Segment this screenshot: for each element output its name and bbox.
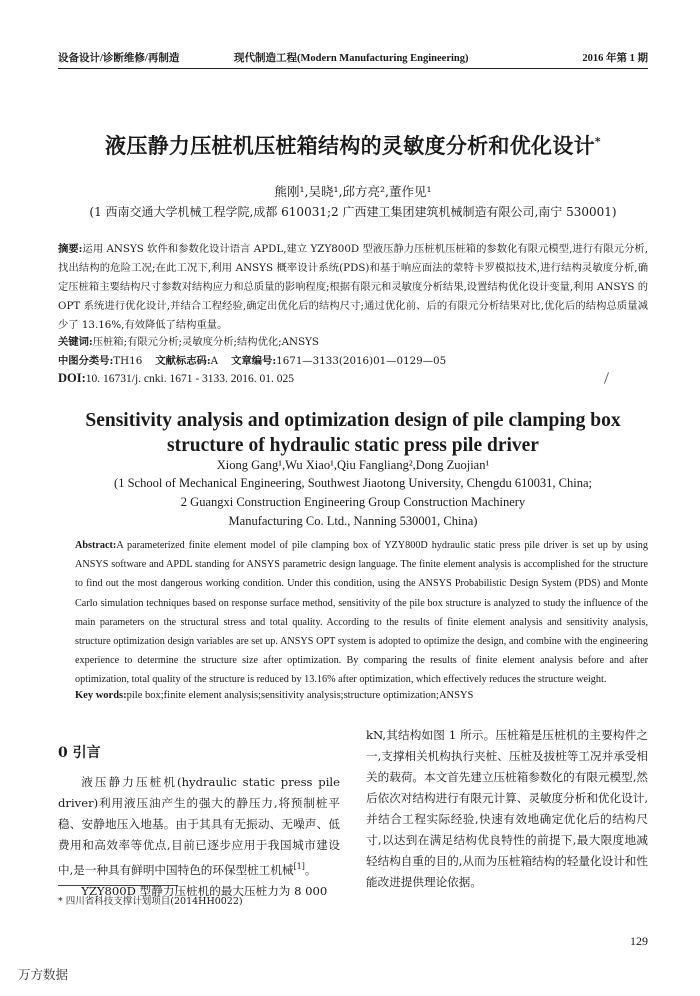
- header-issue: 2016 年第 1 期: [582, 53, 648, 64]
- abstract-cn-label: 摘要:: [58, 243, 83, 255]
- abstract-en-label: Abstract:: [75, 540, 117, 551]
- authors-en: Xiong Gang¹,Wu Xiao¹,Qiu Fangliang²,Dong Zuojian¹: [216, 458, 490, 472]
- text-cursor-mark: [604, 372, 609, 384]
- keywords-en: Key words:pile box;finite element analysis;sensitivity analysis;structure optimization;ANSYS: [75, 690, 474, 701]
- title-footnote-mark: *: [594, 135, 601, 148]
- citation-ref[interactable]: [1]: [293, 862, 305, 871]
- title-cn: 液压静力压桩机压桩箱结构的灵敏度分析和优化设计*: [105, 133, 601, 158]
- footnote-rule: [58, 885, 178, 886]
- abstract-en-text: A parameterized finite element model of pile clamping box of YZY800D hydraulic static press pile driver is set up by using ANSYS software and APDL standing for ANSYS parametric design language. The finite element analysis is accomplished for the structure to find out the most dangerous working condition. Under this condition, using the ANSYS Probabilistic Design System (PDS) and Monte Carlo simulation techniques based on response surface method, sensitivity of the pile box structure is analyzed to study the influence of the main parameters on the structural stress and total quality. According to the results of finite element analysis and sensitivity analysis, structure optimization design variables are set up. ANSYS OPT system is adopted to optimize the design, and combine with the engineering experience to determine the structure size after optimization. By comparing the results of finite element analysis before and after optimization, total quality of the structure is reduced by 13.16% after optimization, which effectively reduces the structure weight.: [75, 540, 648, 686]
- header-journal: 现代制造工程(Modern Manufacturing Engineering): [234, 53, 469, 64]
- page-number: 129: [630, 934, 648, 948]
- doi-line: [58, 371, 294, 386]
- classification-line: 中图分类号:TH16 文献标志码:A 文章编号:1671—3133(2016)01—0129—05: [58, 355, 447, 367]
- affiliation-en-3: Manufacturing Co. Ltd., Nanning 530001, China): [228, 514, 478, 528]
- authors-cn: 熊刚¹,吴晓¹,邱方亮²,董作见¹: [274, 184, 432, 199]
- doi-value: 10. 16731/j. cnki. 1671 - 3133. 2016. 01. 025: [85, 373, 295, 385]
- header-section: 设备设计/诊断维修/再制造: [58, 53, 180, 64]
- left-column: [58, 772, 340, 902]
- footnote: * 四川省科技支撑计划项目(2014HH0022): [58, 896, 243, 907]
- doi-label: DOI:: [58, 371, 86, 385]
- affiliation-en-1: (1 School of Mechanical Engineering, Southwest Jiaotong University, Chengdu 610031, China;: [114, 476, 592, 490]
- intro-paragraph-1: 液压静力压桩机(hydraulic static press pile driver)利用液压油产生的强大的静压力,将预制桩平稳、安静地压入地基。由于其具有无振动、无噪声、低费用和高效率等优点,目前已逐步应用于我国城市建设中,是一种具有鲜明中国特色的环保型桩工机械[1]。: [58, 775, 340, 877]
- keywords-cn: 关键词:压桩箱;有限元分析;灵敏度分析;结构优化;ANSYS: [58, 336, 319, 348]
- watermark: 万方数据: [18, 967, 69, 982]
- abstract-cn: [58, 240, 648, 335]
- affiliation-cn: (1 西南交通大学机械工程学院,成都 610031;2 广西建工集团建筑机械制造有限公司,南宁 530001): [89, 205, 617, 219]
- right-column: [366, 725, 648, 893]
- intro-paragraph-2: YZY800D 型静力压桩机的最大压桩力为 8 000: [81, 883, 328, 898]
- abstract-en: [75, 536, 648, 690]
- title-en: Sensitivity analysis and optimization design of pile clamping box structure of hydraulic static press pile driver: [85, 410, 621, 456]
- section-heading-intro: 0 引言: [58, 745, 101, 761]
- header-rule: [58, 68, 648, 69]
- abstract-cn-text: 运用 ANSYS 软件和参数化设计语言 APDL,建立 YZY800D 型液压静力压桩机压桩箱的参数化有限元模型,进行有限元分析,找出结构的危险工况;在此工况下,利用 ANSYS 概率设计系统(PDS)和基于响应面法的蒙特卡罗模拟技术,进行结构灵敏度分析,确定压桩箱主要结构尺寸参数对结构应力和总质量的影响程度;根据有限元和灵敏度分析结果,设置结构优化设计变量,利用 ANSYS 的 OPT 系统进行优化设计,并结合工程经验,确定出优化后的结构尺寸;通过优化前、后的有限元分析结果对比,优化后的结构总质量减少了 13.16%,有效降低了结构重量。: [58, 243, 649, 331]
- intro-paragraph-3: kN,其结构如图 1 所示。压桩箱是压桩机的主要构件之一,支撑相关机构执行夹桩、压桩及拔桩等工况并承受相关的载荷。本文首先建立压桩箱参数化的有限元模型,然后依次对结构进行有限元计算、灵敏度分析和优化设计,并结合工程实际经验,快速有效地确定优化后的结构尺寸,以达到在满足结构优良特性的前提下,最大限度地减轻结构自重的目的,从而为压桩箱结构的轻量化设计和性能改进提供理论依据。: [366, 728, 648, 889]
- affiliation-en-2: 2 Guangxi Construction Engineering Group Construction Machinery: [180, 495, 526, 509]
